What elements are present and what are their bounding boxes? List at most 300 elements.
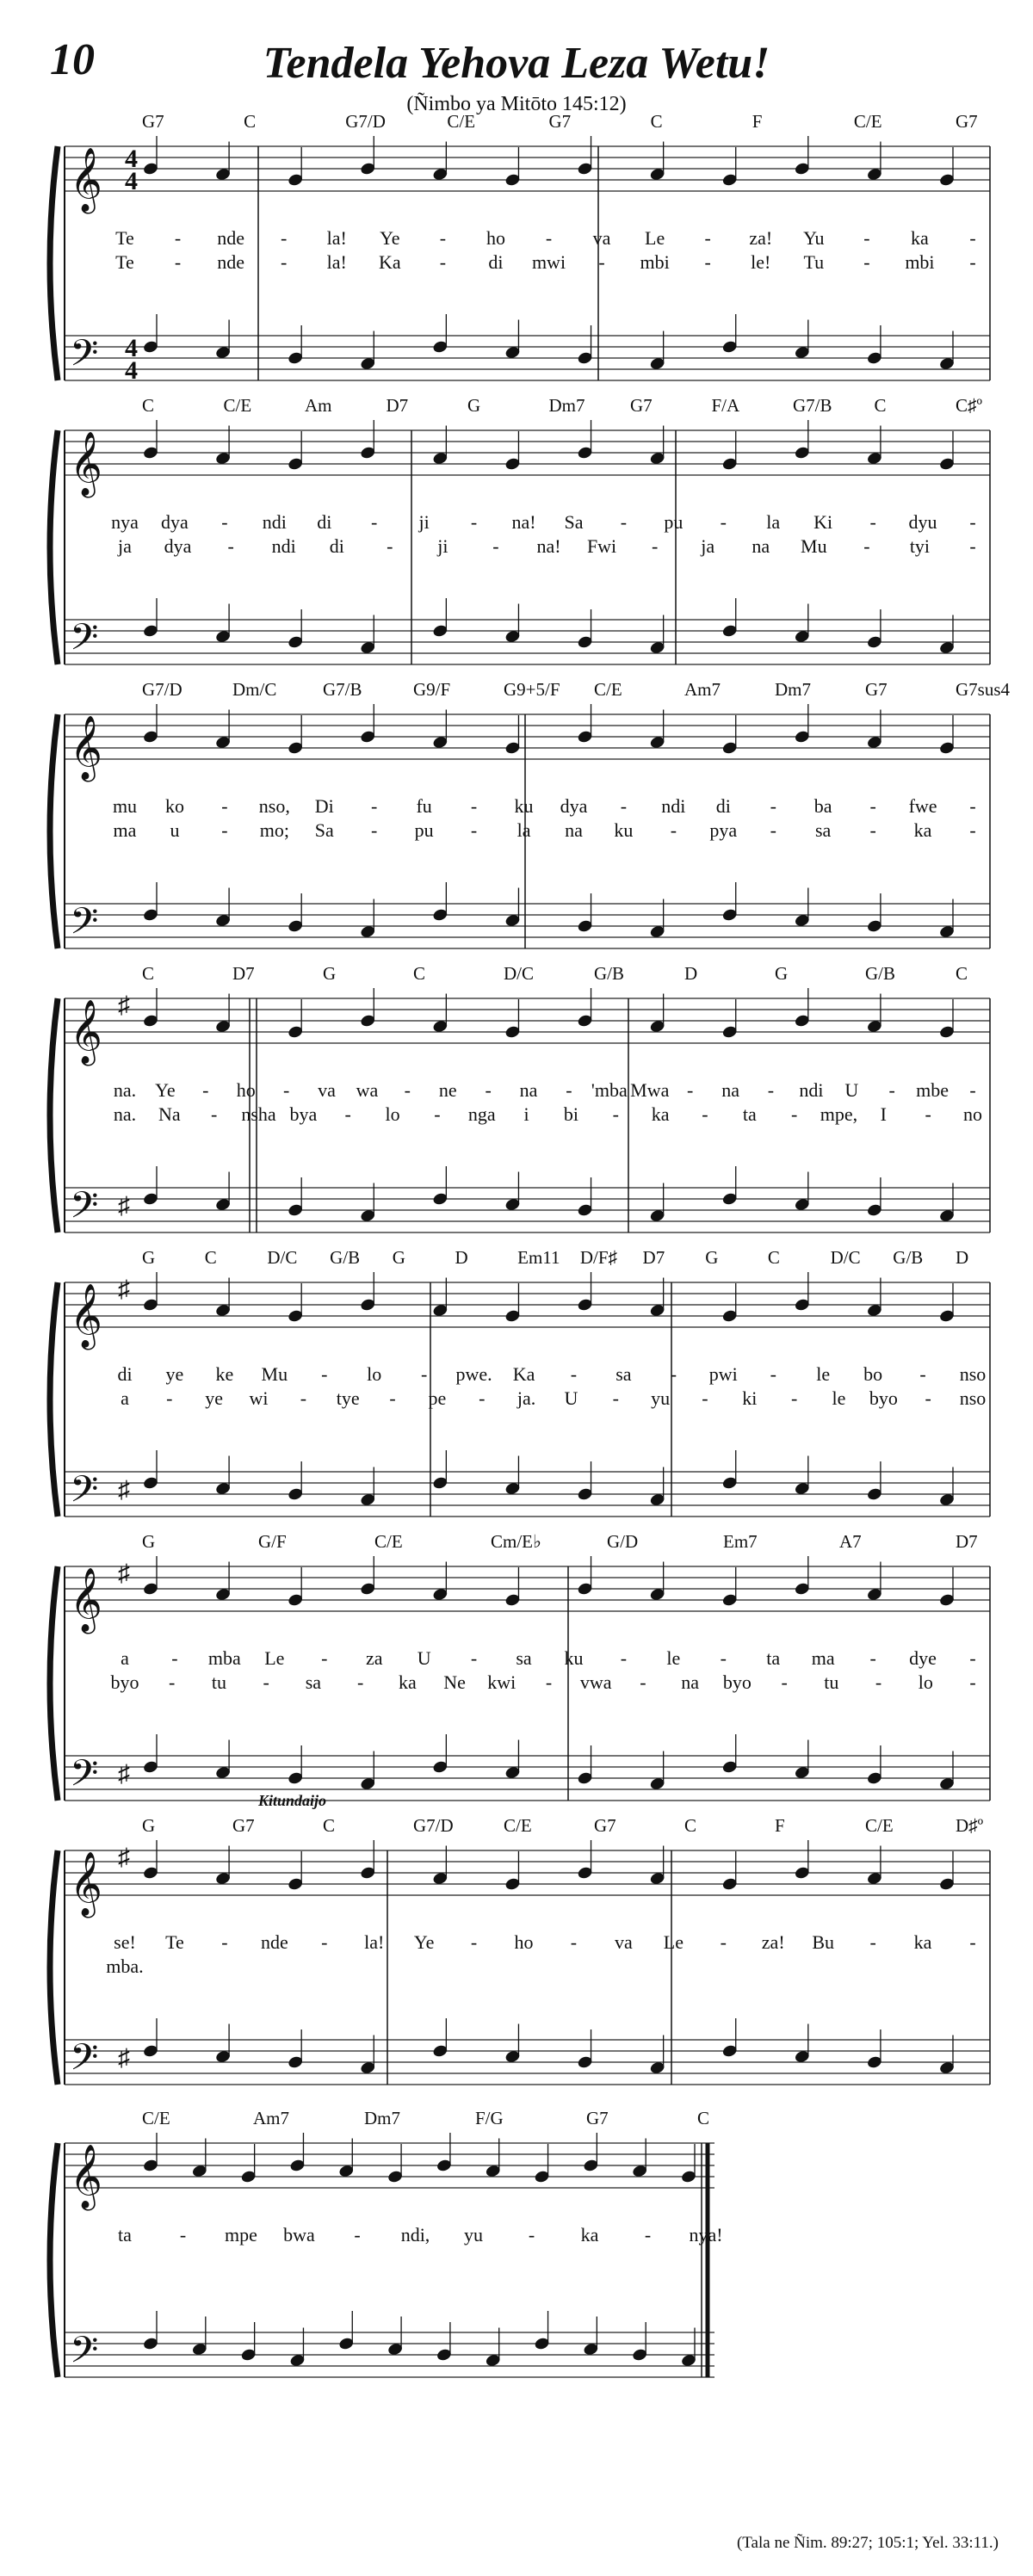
lyric-verse1-syllable: di xyxy=(117,1363,133,1385)
lyric-verse2-syllable: - xyxy=(598,251,605,273)
lyric-verse1-syllable: nde xyxy=(217,227,245,249)
chord-symbol: G7 xyxy=(142,111,164,132)
chord-symbol: C xyxy=(650,111,663,132)
lyric-verse2-syllable: - xyxy=(869,819,876,841)
lyric-verse1-syllable: - xyxy=(528,2224,535,2246)
lyric-verse1-syllable: mba xyxy=(207,1647,241,1669)
lyric-verse2-syllable: tye xyxy=(336,1387,360,1409)
lyric-verse1-syllable: na! xyxy=(511,511,536,533)
lyric-verse1-syllable: ku xyxy=(514,795,534,817)
lyric-verse2-syllable: le! xyxy=(751,251,771,273)
lyric-verse1-syllable: sa xyxy=(516,1647,532,1669)
lyric-verse1-syllable: ta xyxy=(766,1647,781,1669)
lyric-verse1-syllable: za! xyxy=(761,1931,785,1953)
chord-symbol: C/E xyxy=(865,1815,894,1836)
chord-symbol: D7 xyxy=(956,1531,978,1552)
lyric-verse2-syllable: mwi xyxy=(531,251,566,273)
lyric-verse1-syllable: va xyxy=(615,1931,633,1953)
lyric-verse1-syllable: ho xyxy=(514,1931,534,1953)
chord-symbol: C xyxy=(684,1815,697,1836)
lyric-verse1-syllable: le xyxy=(816,1363,831,1385)
chord-symbol: C xyxy=(874,395,887,416)
lyric-verse2-syllable: a xyxy=(121,1387,129,1409)
lyric-verse2-syllable: - xyxy=(651,535,659,557)
lyric-verse1-syllable: - xyxy=(221,511,228,533)
chord-symbol: D xyxy=(455,1247,468,1268)
lyric-verse2-syllable: - xyxy=(781,1671,788,1693)
lyric-verse2-syllable: na. xyxy=(113,1103,137,1125)
chord-symbol: G/B xyxy=(594,963,625,984)
lyric-verse2-syllable: - xyxy=(702,1387,708,1409)
lyric-verse1-syllable: ndi, xyxy=(400,2224,430,2246)
lyric-verse2-syllable: lo xyxy=(385,1103,400,1125)
lyric-verse2-syllable: i xyxy=(523,1103,529,1125)
lyric-verse1-syllable: - xyxy=(720,1931,727,1953)
treble-clef: 𝄞 xyxy=(70,1569,102,1630)
chord-symbol: G9/F xyxy=(413,679,451,700)
chord-symbol: C/E xyxy=(594,679,622,700)
lyric-verse1-syllable: - xyxy=(670,1363,677,1385)
lyric-verse2-syllable: ka xyxy=(651,1103,670,1125)
system-brace xyxy=(50,2143,58,2377)
lyric-verse2-syllable: le xyxy=(832,1387,846,1409)
lyric-verse1-syllable: - xyxy=(888,1079,895,1101)
lyric-verse2-syllable: - xyxy=(670,819,677,841)
chord-symbol: G/B xyxy=(330,1247,361,1268)
lyric-verse2-syllable: - xyxy=(470,819,478,841)
system-brace xyxy=(50,1850,58,2085)
lyric-verse2-syllable: ka xyxy=(913,819,932,841)
lyric-verse1-syllable: dye xyxy=(909,1647,937,1669)
lyric-verse1-syllable: - xyxy=(221,795,228,817)
system-7 xyxy=(50,1840,990,2085)
lyric-verse1-syllable: - xyxy=(470,1647,478,1669)
lyric-verse1-syllable: - xyxy=(869,795,876,817)
chord-symbol: F xyxy=(752,111,763,132)
chord-symbol: D/F♯ xyxy=(579,1247,618,1268)
lyric-verse1-syllable: nso, xyxy=(258,795,290,817)
lyric-verse1-syllable: - xyxy=(470,795,478,817)
lyric-verse2-syllable: - xyxy=(211,1103,218,1125)
chord-symbol: D xyxy=(684,963,698,984)
treble-clef: 𝄞 xyxy=(70,2146,102,2207)
lyric-verse2-syllable: yu xyxy=(651,1387,671,1409)
chord-symbol: Am7 xyxy=(253,2108,289,2128)
chord-symbol: G7sus4 xyxy=(956,679,1011,700)
lyric-verse1-syllable: ndi xyxy=(799,1079,824,1101)
bass-clef: 𝄢 xyxy=(70,1754,99,1803)
lyric-verse2-syllable: ja xyxy=(701,535,715,557)
chord-symbol: G/B xyxy=(865,963,896,984)
lyric-verse2-syllable: - xyxy=(263,1671,269,1693)
lyric-verse1-syllable: la xyxy=(766,511,781,533)
chord-symbol: Dm7 xyxy=(775,679,811,700)
key-signature-sharp: ♯ xyxy=(118,1761,130,1788)
lyric-verse1-syllable: di xyxy=(317,511,332,533)
lyric-verse1-syllable: ka xyxy=(580,2224,599,2246)
time-signature-bottom: 4 xyxy=(125,167,138,195)
lyric-verse2-syllable: - xyxy=(640,1671,646,1693)
lyric-verse1-syllable: za xyxy=(365,1647,383,1669)
key-signature-sharp: ♯ xyxy=(118,1844,130,1871)
chord-symbol: A7 xyxy=(839,1531,862,1552)
lyric-verse2-syllable: na xyxy=(681,1671,700,1693)
lyric-verse2-syllable: - xyxy=(344,1103,351,1125)
lyric-verse2-syllable: - xyxy=(925,1387,931,1409)
lyric-verse1-syllable: Te xyxy=(115,227,134,249)
lyric-verse2-syllable: - xyxy=(612,1103,619,1125)
treble-clef: 𝄞 xyxy=(70,1285,102,1346)
chord-symbol: G7 xyxy=(956,111,978,132)
lyric-verse1-syllable: ka xyxy=(913,1931,932,1953)
lyric-verse1-syllable: - xyxy=(767,1079,775,1101)
lyric-verse1-syllable: Ka xyxy=(512,1363,535,1385)
lyric-verse1-syllable: - xyxy=(919,1363,926,1385)
lyric-verse1-syllable: Le xyxy=(264,1647,285,1669)
chord-symbol: F/G xyxy=(475,2108,504,2128)
chord-symbol: C xyxy=(204,1247,217,1268)
lyric-verse2-syllable: Tu xyxy=(803,251,825,273)
lyric-verse1-syllable: ba xyxy=(813,795,832,817)
system-brace xyxy=(50,430,58,664)
chord-symbol: D/C xyxy=(267,1247,298,1268)
lyric-verse2-syllable: - xyxy=(439,251,447,273)
lyric-verse2-syllable: byo xyxy=(722,1671,752,1693)
lyric-verse2-syllable: pe xyxy=(428,1387,447,1409)
chord-symbol: G xyxy=(392,1247,405,1268)
lyric-verse1-syllable: pwe. xyxy=(455,1363,492,1385)
lyric-verse1-syllable: - xyxy=(570,1363,578,1385)
lyric-verse2-syllable: nga xyxy=(467,1103,496,1125)
chord-symbol: G7 xyxy=(865,679,888,700)
lyric-verse2-syllable: - xyxy=(875,1671,882,1693)
lyric-verse1-syllable: Ye xyxy=(155,1079,176,1101)
lyric-verse1-syllable: - xyxy=(221,1931,228,1953)
lyric-verse1-syllable: ye xyxy=(165,1363,184,1385)
chord-symbol: Am xyxy=(305,395,332,416)
lyric-verse2-syllable: sa xyxy=(815,819,832,841)
lyric-verse1-syllable: ta xyxy=(118,2224,132,2246)
lyric-verse2-syllable: wi xyxy=(249,1387,269,1409)
lyric-verse1-syllable: Bu xyxy=(812,1931,835,1953)
chord-symbol: G/D xyxy=(607,1531,639,1552)
lyric-verse1-syllable: - xyxy=(620,1647,628,1669)
lyric-verse1-syllable: - xyxy=(174,227,182,249)
bass-clef: 𝄢 xyxy=(70,1186,99,1235)
lyric-verse2-syllable: - xyxy=(969,819,976,841)
key-signature-sharp: ♯ xyxy=(118,1477,130,1504)
lyric-verse1-syllable: - xyxy=(687,1079,694,1101)
lyric-verse2-syllable: tu xyxy=(211,1671,227,1693)
lyric-verse1-syllable: - xyxy=(644,2224,652,2246)
lyric-verse2-syllable: - xyxy=(612,1387,619,1409)
lyric-verse1-syllable: - xyxy=(863,227,870,249)
lyric-verse1-syllable: - xyxy=(545,227,553,249)
bass-clef: 𝄢 xyxy=(70,618,99,667)
chord-symbol: G xyxy=(705,1247,719,1268)
lyric-verse2-syllable: kwi xyxy=(487,1671,516,1693)
lyric-verse2-syllable: na! xyxy=(536,535,561,557)
lyric-verse1-syllable: nso xyxy=(959,1363,987,1385)
lyric-verse2-syllable: - xyxy=(389,1387,396,1409)
lyric-verse1-syllable: Ki xyxy=(813,511,833,533)
chord-symbol: G7/D xyxy=(142,679,182,700)
lyric-verse2-syllable: mpe, xyxy=(820,1103,858,1125)
lyric-verse2-syllable: mo; xyxy=(259,819,289,841)
chord-symbol: C/E xyxy=(853,111,882,132)
lyric-verse2-syllable: Sa xyxy=(314,819,334,841)
system-1 xyxy=(50,136,990,380)
chord-symbol: G/B xyxy=(893,1247,924,1268)
lyric-verse1-syllable: ne xyxy=(438,1079,457,1101)
lyric-verse1-syllable: za! xyxy=(749,227,773,249)
lyric-verse1-syllable: Di xyxy=(314,795,334,817)
chord-symbol: C/E xyxy=(504,1815,532,1836)
lyric-verse2-syllable: - xyxy=(704,251,711,273)
lyric-verse1-syllable: ma xyxy=(811,1647,835,1669)
lyric-verse2-syllable: U xyxy=(564,1387,578,1409)
lyric-verse1-syllable: la! xyxy=(326,227,347,249)
key-signature-sharp: ♯ xyxy=(118,992,130,1019)
lyric-verse2-syllable: - xyxy=(863,251,870,273)
lyric-verse1-syllable: fwe xyxy=(908,795,937,817)
chord-symbol: D/C xyxy=(504,963,535,984)
chord-symbol: F/A xyxy=(711,395,740,416)
lyric-verse1-syllable: di xyxy=(715,795,731,817)
lyric-verse2-syllable: - xyxy=(790,1103,798,1125)
lyric-verse1-syllable: - xyxy=(969,511,976,533)
lyric-verse1-syllable: ko xyxy=(164,795,184,817)
lyric-verse2-syllable: ki xyxy=(742,1387,758,1409)
lyric-verse2-syllable: - xyxy=(925,1103,931,1125)
key-signature-sharp: ♯ xyxy=(118,1193,130,1220)
lyric-verse1-syllable: mpe xyxy=(225,2224,257,2246)
lyric-verse2-syllable: no xyxy=(963,1103,982,1125)
lyric-verse1-syllable: mu xyxy=(112,795,138,817)
lyric-verse1-syllable: yu xyxy=(464,2224,483,2246)
lyric-verse1-syllable: nya xyxy=(111,511,139,533)
lyric-verse2-syllable: - xyxy=(969,251,976,273)
chord-symbol: G7 xyxy=(586,2108,609,2128)
lyric-verse1-syllable: - xyxy=(869,1931,876,1953)
lyric-verse1-syllable: - xyxy=(570,1931,578,1953)
lyric-verse1-syllable: pu xyxy=(664,511,684,533)
chord-symbol: C xyxy=(244,111,257,132)
lyric-verse1-syllable: - xyxy=(179,2224,187,2246)
lyric-verse1-syllable: se! xyxy=(114,1931,136,1953)
chord-symbol: G7 xyxy=(232,1815,255,1836)
chord-symbol: G xyxy=(775,963,789,984)
chord-symbol: C xyxy=(142,395,155,416)
lyric-verse2-syllable: - xyxy=(702,1103,708,1125)
chord-symbol: C♯º xyxy=(956,395,983,416)
lyric-verse1-syllable: - xyxy=(404,1079,411,1101)
lyric-verse2-syllable: tu xyxy=(824,1671,839,1693)
lyric-verse1-syllable: fu xyxy=(416,795,432,817)
lyric-verse1-syllable: Te xyxy=(165,1931,184,1953)
lyric-verse2-syllable: byo xyxy=(110,1671,139,1693)
lyric-verse1-syllable: le xyxy=(666,1647,681,1669)
lyric-verse1-syllable: - xyxy=(969,1931,976,1953)
lyric-verse2-syllable: bya xyxy=(289,1103,318,1125)
treble-clef: 𝄞 xyxy=(70,433,102,494)
lyric-verse1-syllable: lo xyxy=(367,1363,382,1385)
lyric-verse1-syllable: Yu xyxy=(803,227,825,249)
song-subtitle: (Ñimbo ya Mitōto 145:12) xyxy=(406,93,627,115)
lyric-verse2-syllable: - xyxy=(863,535,870,557)
chord-symbol: G xyxy=(323,963,337,984)
lyric-verse1-syllable: na. xyxy=(113,1079,137,1101)
lyric-verse2-syllable: I xyxy=(880,1103,887,1125)
chord-symbol: G7/D xyxy=(345,111,386,132)
lyric-verse2-syllable: byo xyxy=(869,1387,898,1409)
lyric-verse1-syllable: - xyxy=(704,227,711,249)
lyric-verse2-syllable: mbi xyxy=(640,251,670,273)
lyric-verse2-syllable: dya xyxy=(164,535,192,557)
system-6 xyxy=(50,1556,990,1801)
lyric-verse2-syllable: ndi xyxy=(271,535,296,557)
lyric-verse1-syllable: - xyxy=(321,1363,328,1385)
chord-symbol: G7/B xyxy=(793,395,832,416)
chord-symbol: G xyxy=(142,1247,156,1268)
lyric-verse2-syllable: - xyxy=(545,1671,553,1693)
lyric-verse1-syllable: - xyxy=(969,1079,976,1101)
lyric-verse2-syllable: Ka xyxy=(378,251,401,273)
lyric-verse2-syllable: bi xyxy=(563,1103,578,1125)
chord-symbol: C xyxy=(323,1815,336,1836)
lyric-verse2-syllable: - xyxy=(227,535,234,557)
lyric-verse1-syllable: - xyxy=(171,1647,178,1669)
lyric-verse2-syllable: ka xyxy=(398,1671,417,1693)
chord-symbol: C/E xyxy=(142,2108,170,2128)
chord-symbol: G7 xyxy=(630,395,653,416)
lyric-verse2-syllable: - xyxy=(300,1387,307,1409)
chord-symbol: Dm7 xyxy=(364,2108,400,2128)
lyric-verse1-syllable: nde xyxy=(260,1931,288,1953)
key-signature-sharp: ♯ xyxy=(118,1276,130,1303)
lyric-verse1-syllable: - xyxy=(281,227,288,249)
chord-symbol: C xyxy=(413,963,426,984)
lyric-verse1-syllable: - xyxy=(566,1079,572,1101)
lyric-verse2-syllable: - xyxy=(387,535,393,557)
chord-symbol: G xyxy=(142,1531,156,1552)
lyric-verse2-syllable: lo xyxy=(918,1671,933,1693)
chord-symbol: Dm/C xyxy=(232,679,277,700)
lyric-verse1-syllable: wa xyxy=(356,1079,379,1101)
treble-clef: 𝄞 xyxy=(70,717,102,778)
lyric-verse2-syllable: u xyxy=(170,819,180,841)
lyric-verse1-syllable: Sa xyxy=(564,511,584,533)
chord-symbol: G9+5/F xyxy=(504,679,560,700)
lyric-verse2-syllable: di xyxy=(329,535,344,557)
lyric-verse2-syllable: - xyxy=(479,1387,486,1409)
chord-symbol: G xyxy=(142,1815,156,1836)
lyric-verse2-syllable: ja. xyxy=(516,1387,536,1409)
lyric-verse1-syllable: - xyxy=(439,227,447,249)
key-signature-sharp: ♯ xyxy=(118,1560,130,1587)
lyric-verse2-syllable: - xyxy=(371,819,378,841)
lyric-verse2-syllable: Mu xyxy=(801,535,827,557)
lyric-verse1-syllable: - xyxy=(720,1647,727,1669)
lyric-verse1-syllable: ka xyxy=(911,227,929,249)
lyric-verse1-syllable: la! xyxy=(364,1931,385,1953)
lyric-verse2-syllable: la! xyxy=(326,251,347,273)
chord-symbol: Am7 xyxy=(684,679,721,700)
lyric-verse1-syllable: sa xyxy=(615,1363,632,1385)
lyric-verse2-syllable: pya xyxy=(709,819,738,841)
lyric-verse2-syllable: mba. xyxy=(106,1955,144,1977)
lyric-verse2-syllable: - xyxy=(790,1387,798,1409)
lyric-verse1-syllable: - xyxy=(354,2224,361,2246)
lyric-verse1-syllable: ji xyxy=(418,511,430,533)
system-8 xyxy=(50,2133,714,2377)
lyric-verse1-syllable: - xyxy=(202,1079,209,1101)
lyric-verse2-syllable: Fwi xyxy=(586,535,617,557)
lyric-verse2-syllable: na xyxy=(565,819,583,841)
chord-symbol: G7/D xyxy=(413,1815,454,1836)
chord-symbol: C xyxy=(767,1247,780,1268)
lyric-verse1-syllable: va xyxy=(592,227,611,249)
chord-symbol: Em11 xyxy=(517,1247,560,1268)
lyric-verse1-syllable: - xyxy=(620,795,628,817)
system-brace xyxy=(50,998,58,1232)
lyric-verse1-syllable: - xyxy=(620,511,628,533)
chord-symbol: F xyxy=(775,1815,785,1836)
bass-clef: 𝄢 xyxy=(70,334,99,383)
lyric-verse1-syllable: na xyxy=(721,1079,739,1101)
system-brace xyxy=(50,1282,58,1517)
lyric-verse1-syllable: Le xyxy=(645,227,665,249)
lyric-verse1-syllable: ku xyxy=(564,1647,584,1669)
system-brace xyxy=(50,1566,58,1801)
lyric-verse1-syllable: Mu xyxy=(261,1363,288,1385)
chord-symbol: D♯º xyxy=(956,1815,984,1836)
lyric-verse1-syllable: - xyxy=(869,511,876,533)
lyric-verse1-syllable: - xyxy=(969,795,976,817)
lyric-verse1-syllable: - xyxy=(470,511,478,533)
lyric-verse1-syllable: mbe xyxy=(916,1079,949,1101)
bass-clef: 𝄢 xyxy=(70,902,99,951)
lyric-verse2-syllable: na xyxy=(752,535,770,557)
lyric-verse1-syllable: ndi xyxy=(661,795,686,817)
system-brace xyxy=(50,714,58,948)
bass-clef: 𝄢 xyxy=(70,1470,99,1519)
lyric-verse2-syllable: ku xyxy=(614,819,634,841)
lyric-verse1-syllable: - xyxy=(869,1647,876,1669)
lyric-verse2-syllable: tyi xyxy=(909,535,931,557)
time-signature-top: 4 xyxy=(125,145,138,173)
chord-symbol: C xyxy=(142,963,155,984)
chord-symbol: D7 xyxy=(386,395,409,416)
lyric-verse2-syllable: ji xyxy=(437,535,448,557)
lyric-verse2-syllable: nsha xyxy=(241,1103,276,1125)
lyric-verse2-syllable: - xyxy=(492,535,499,557)
lyric-verse2-syllable: ye xyxy=(205,1387,224,1409)
lyric-verse1-syllable: - xyxy=(485,1079,492,1101)
lyric-verse1-syllable: ke xyxy=(215,1363,234,1385)
bass-clef: 𝄢 xyxy=(70,2331,99,2380)
lyric-verse1-syllable: - xyxy=(371,795,378,817)
lyric-verse1-syllable: - xyxy=(969,227,976,249)
bass-clef: 𝄢 xyxy=(70,2038,99,2087)
lyric-verse2-syllable: Na xyxy=(158,1103,181,1125)
chord-symbol: G xyxy=(467,395,481,416)
chord-symbol: G7 xyxy=(548,111,572,132)
lyric-verse2-syllable: Te xyxy=(115,251,134,273)
lyric-verse2-syllable: - xyxy=(169,1671,176,1693)
lyric-verse2-syllable: ma xyxy=(113,819,137,841)
lyric-verse2-syllable: ja xyxy=(118,535,132,557)
